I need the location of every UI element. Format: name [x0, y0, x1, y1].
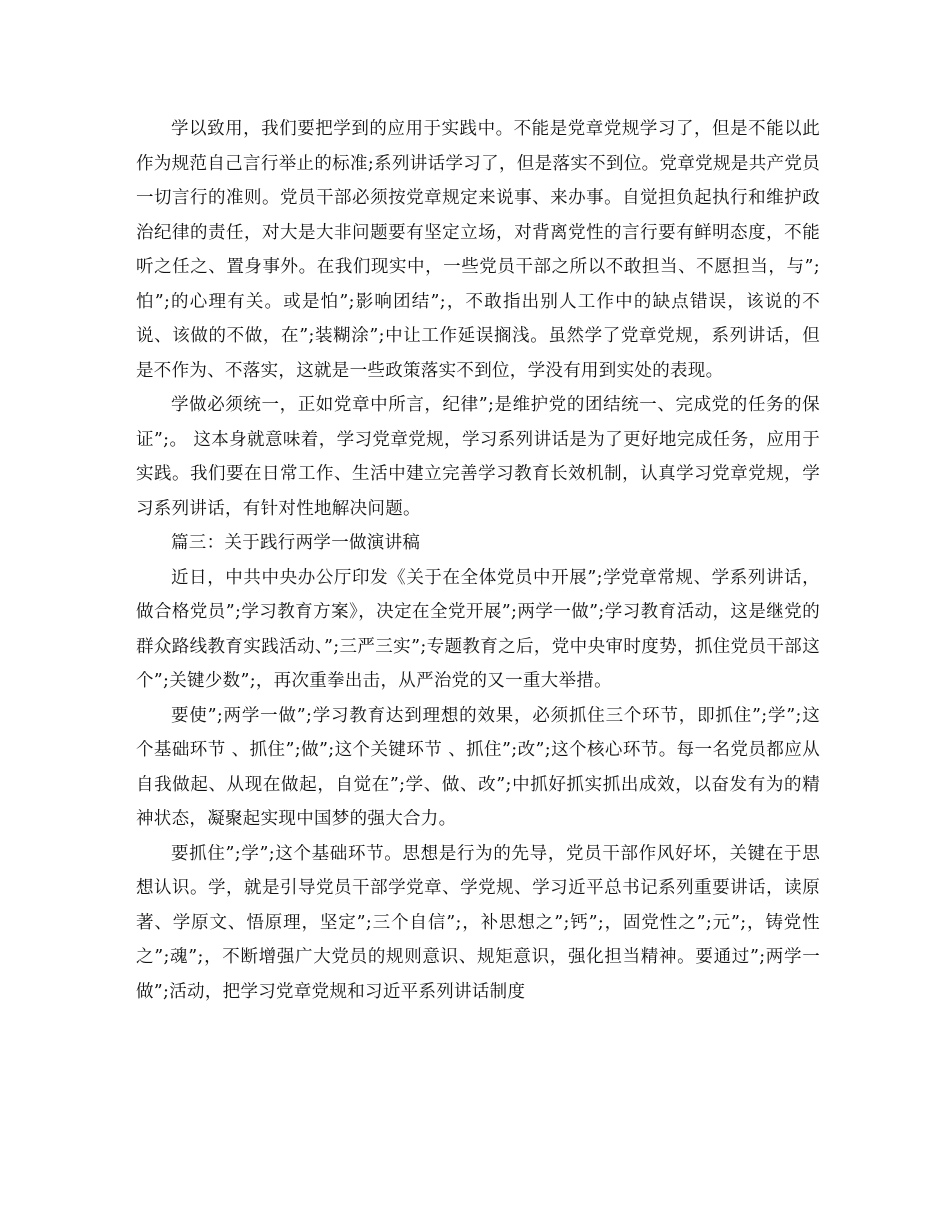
document-body [136, 112, 820, 1009]
paragraph-three-links: 要使”;两学一做”;学习教育达到理想的效果，必须抓住三个环节，即抓住”;学”;这个基础环节 、抓住”;做”;这个关键环节 、抓住”;改”;这个核心环节。每一名党员都应从自我做起、从现在做起，自觉在”;学、做、改”;中抓好抓实抓出成效，以奋发有为的精神状态，凝聚起实现中国梦的强大合力。 [136, 705, 820, 829]
section-heading: 篇三：关于践行两学一做演讲稿 [171, 533, 421, 553]
paragraph-announcement: 近日，中共中央办公厅印发《关于在全体党员中开展”;学党章常规、学系列讲话，做合格党员”;学习教育方案》，决定在全党开展”;两学一做”;学习教育活动，这是继党的群众路线教育实践活动、”;三严三实”;专题教育之后，党中央审时度势，抓住党员干部这个”;关键少数”;，再次重拳出击，从严治党的又一重大举措。 [136, 567, 820, 691]
paragraph-learning-and-doing-unified: 学做必须统一，正如党章中所言，纪律”;是维护党的团结统一、完成党的任务的保证”;。 这本身就意味着，学习党章党规，学习系列讲话是为了更好地完成任务，应用于实践。我们要在日常工作、生活中建立完善学习教育长效机制，认真学习党章党规，学习系列讲话，有针对性地解决问题。 [136, 395, 820, 519]
paragraph-study-foundation: 要抓住”;学”;这个基础环节。思想是行为的先导，党员干部作风好坏，关键在于思想认识。学，就是引导党员干部学党章、学党规、学习近平总书记系列重要讲话，读原著、学原文、悟原理，坚定”;三个自信”;，补思想之”;钙”;，固党性之”;元”;，铸党性之”;魂”;，不断增强广大党员的规则意识、规矩意识，强化担当精神。要通过”;两学一做”;活动，把学习党章党规和习近平系列讲话制度 [136, 843, 820, 1002]
paragraph-apply-learning: 学以致用，我们要把学到的应用于实践中。不能是党章党规学习了，但是不能以此作为规范自己言行举止的标准;系列讲话学习了，但是落实不到位。党章党规是共产党员一切言行的准则。党员干部必须按党章规定来说事、来办事。自觉担负起执行和维护政治纪律的责任，对大是大非问题要有坚定立场，对背离党性的言行要有鲜明态度，不能听之任之、置身事外。在我们现实中，一些党员干部之所以不敢担当、不愿担当，与”;怕”;的心理有关。或是怕”;影响团结”;，不敢指出别人工作中的缺点错误，该说的不说、该做的不做，在”;装糊涂”;中让工作延误搁浅。虽然学了党章党规，系列讲话，但是不作为、不落实，这就是一些政策落实不到位，学没有用到实处的表现。 [136, 119, 820, 381]
